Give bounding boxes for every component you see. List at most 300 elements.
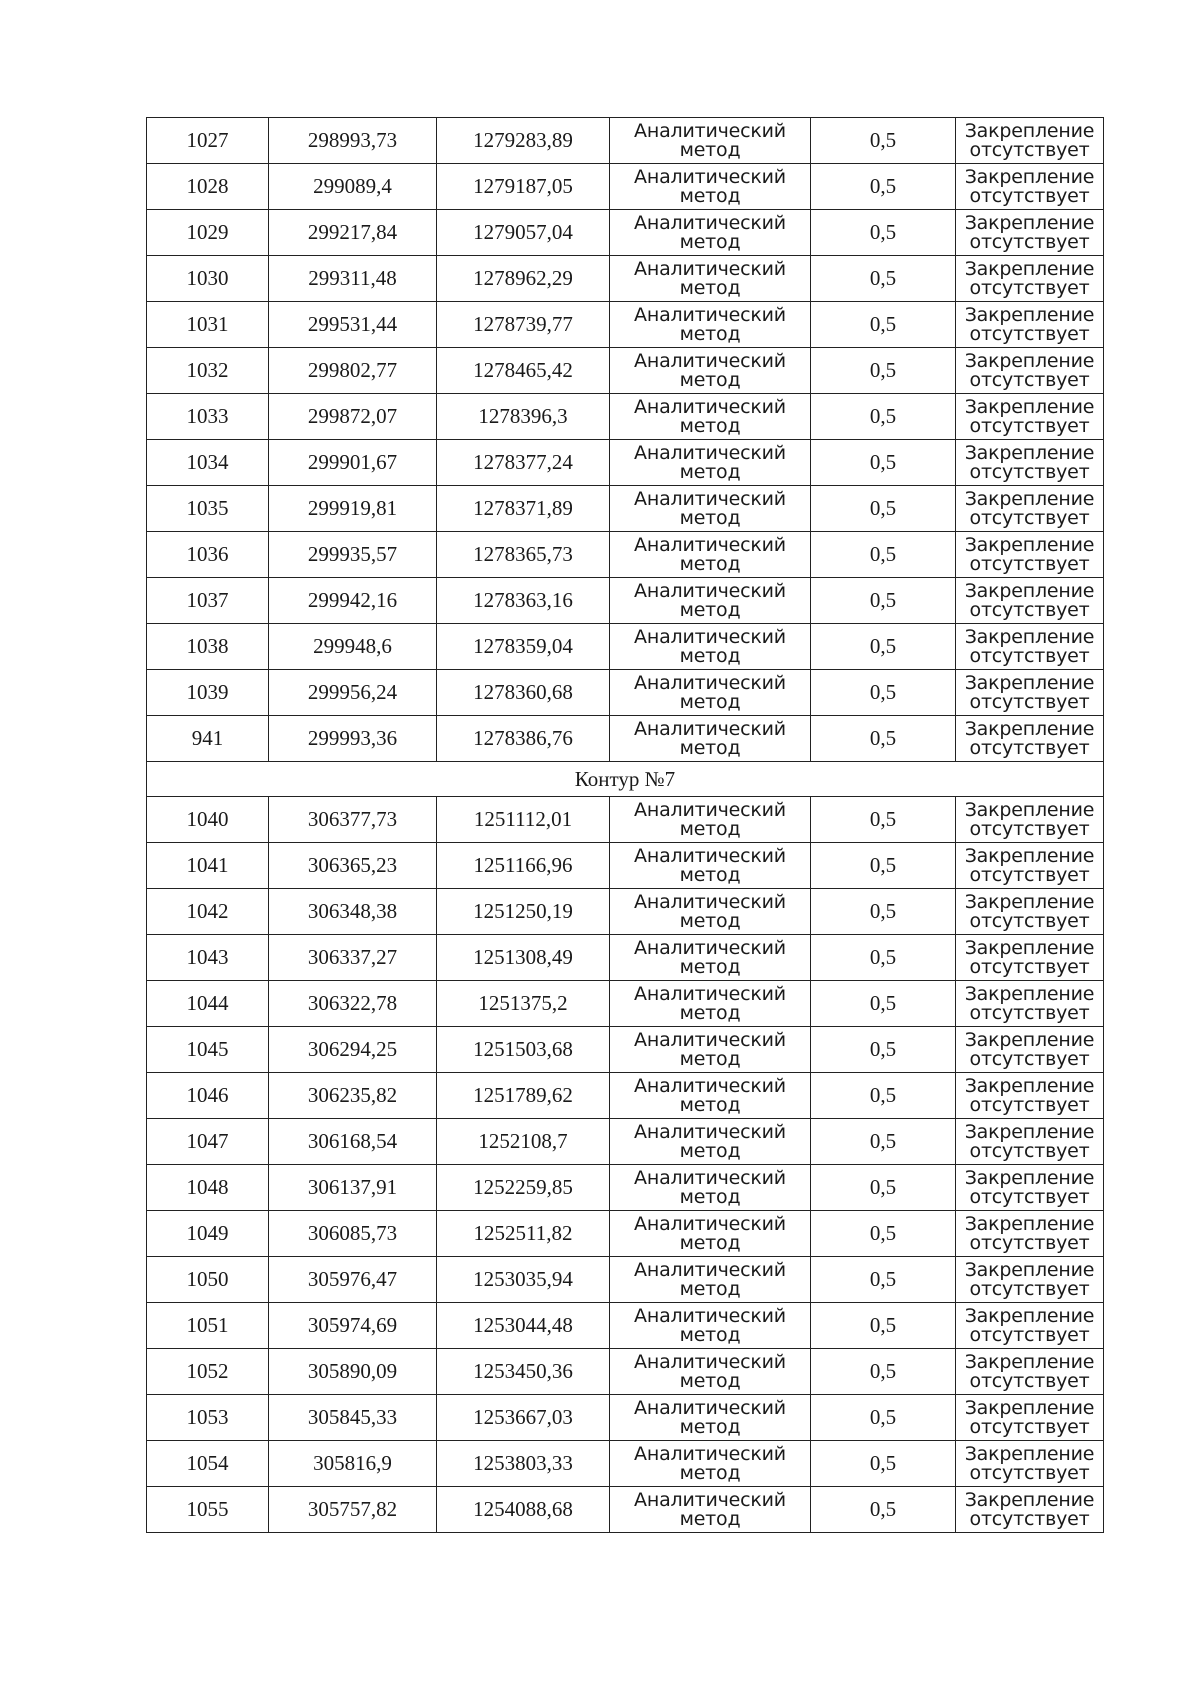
method-text-line: метод: [679, 552, 741, 575]
method-text-line: Аналитический: [634, 625, 786, 648]
method-text-line: Аналитический: [634, 119, 786, 142]
y-coordinate-cell: 1279283,89: [437, 118, 610, 164]
point-number-cell: 1028: [147, 164, 269, 210]
fixing-text-line: отсутствует: [969, 276, 1090, 299]
table-row: [147, 486, 1104, 532]
method-cell: [610, 1487, 811, 1533]
fixing-text-line: отсутствует: [969, 1047, 1090, 1070]
x-coordinate-cell: 299935,57: [269, 532, 437, 578]
method-text-line: метод: [679, 1415, 741, 1438]
method-text-line: Аналитический: [634, 1488, 786, 1511]
fixing-cell: [956, 1165, 1104, 1211]
fixing-text-line: Закрепление: [964, 1258, 1095, 1281]
fixing-cell: [956, 981, 1104, 1027]
fixing-text-line: отсутствует: [969, 863, 1090, 886]
point-number-cell: 1047: [147, 1119, 269, 1165]
y-coordinate-cell: 1253803,33: [437, 1441, 610, 1487]
fixing-text-line: отсутствует: [969, 414, 1090, 437]
method-text-line: Аналитический: [634, 671, 786, 694]
fixing-cell: [956, 348, 1104, 394]
fixing-text-line: Закрепление: [964, 671, 1095, 694]
x-coordinate-cell: 299872,07: [269, 394, 437, 440]
fixing-cell: [956, 797, 1104, 843]
accuracy-cell: 0,5: [811, 981, 956, 1027]
x-coordinate-cell: 298993,73: [269, 118, 437, 164]
fixing-cell: [956, 716, 1104, 762]
method-cell: [610, 486, 811, 532]
fixing-text-line: отсутствует: [969, 817, 1090, 840]
method-text-line: Аналитический: [634, 1350, 786, 1373]
method-text-line: метод: [679, 690, 741, 713]
x-coordinate-cell: 305974,69: [269, 1303, 437, 1349]
y-coordinate-cell: 1278739,77: [437, 302, 610, 348]
method-cell: [610, 1441, 811, 1487]
point-number-cell: 1029: [147, 210, 269, 256]
fixing-cell: [956, 394, 1104, 440]
method-text-line: метод: [679, 1185, 741, 1208]
fixing-text-line: отсутствует: [969, 1461, 1090, 1484]
x-coordinate-cell: 306137,91: [269, 1165, 437, 1211]
fixing-text-line: Закрепление: [964, 349, 1095, 372]
table-row: [147, 1119, 1104, 1165]
point-number-cell: 1051: [147, 1303, 269, 1349]
fixing-cell: [956, 164, 1104, 210]
method-text-line: Аналитический: [634, 717, 786, 740]
y-coordinate-cell: 1278359,04: [437, 624, 610, 670]
method-text-line: Аналитический: [634, 1120, 786, 1143]
table-row: [147, 1487, 1104, 1533]
fixing-text-line: отсутствует: [969, 1277, 1090, 1300]
method-cell: [610, 578, 811, 624]
fixing-text-line: Закрепление: [964, 1304, 1095, 1327]
x-coordinate-cell: 299089,4: [269, 164, 437, 210]
table-row: [147, 440, 1104, 486]
table-row: [147, 1073, 1104, 1119]
fixing-text-line: Закрепление: [964, 890, 1095, 913]
method-cell: [610, 1211, 811, 1257]
point-number-cell: 1043: [147, 935, 269, 981]
table-row: [147, 670, 1104, 716]
point-number-cell: 1037: [147, 578, 269, 624]
fixing-text-line: отсутствует: [969, 506, 1090, 529]
point-number-cell: 1038: [147, 624, 269, 670]
point-number-cell: 1054: [147, 1441, 269, 1487]
y-coordinate-cell: 1253044,48: [437, 1303, 610, 1349]
method-cell: [610, 1073, 811, 1119]
section-heading: Контур №7: [147, 762, 1104, 797]
method-text-line: метод: [679, 598, 741, 621]
point-number-cell: 1039: [147, 670, 269, 716]
y-coordinate-cell: 1254088,68: [437, 1487, 610, 1533]
x-coordinate-cell: 306365,23: [269, 843, 437, 889]
accuracy-cell: 0,5: [811, 716, 956, 762]
coordinates-table: [146, 117, 1104, 1533]
method-cell: [610, 302, 811, 348]
fixing-cell: [956, 118, 1104, 164]
point-number-cell: 1045: [147, 1027, 269, 1073]
x-coordinate-cell: 305976,47: [269, 1257, 437, 1303]
y-coordinate-cell: 1253035,94: [437, 1257, 610, 1303]
point-number-cell: 1030: [147, 256, 269, 302]
y-coordinate-cell: 1278465,42: [437, 348, 610, 394]
fixing-text-line: Закрепление: [964, 1074, 1095, 1097]
method-cell: [610, 843, 811, 889]
fixing-text-line: Закрепление: [964, 487, 1095, 510]
method-text-line: Аналитический: [634, 1442, 786, 1465]
method-cell: [610, 210, 811, 256]
method-text-line: Аналитический: [634, 579, 786, 602]
fixing-cell: [956, 1349, 1104, 1395]
point-number-cell: 1048: [147, 1165, 269, 1211]
x-coordinate-cell: 299956,24: [269, 670, 437, 716]
method-cell: [610, 1119, 811, 1165]
point-number-cell: 1041: [147, 843, 269, 889]
method-text-line: метод: [679, 322, 741, 345]
x-coordinate-cell: 299993,36: [269, 716, 437, 762]
table-row: [147, 394, 1104, 440]
y-coordinate-cell: 1251375,2: [437, 981, 610, 1027]
table-row: [147, 1303, 1104, 1349]
accuracy-cell: 0,5: [811, 843, 956, 889]
fixing-text-line: Закрепление: [964, 1120, 1095, 1143]
x-coordinate-cell: 305845,33: [269, 1395, 437, 1441]
x-coordinate-cell: 306235,82: [269, 1073, 437, 1119]
fixing-cell: [956, 1303, 1104, 1349]
fixing-text-line: отсутствует: [969, 322, 1090, 345]
fixing-text-line: Закрепление: [964, 1442, 1095, 1465]
method-text-line: Аналитический: [634, 1396, 786, 1419]
x-coordinate-cell: 306168,54: [269, 1119, 437, 1165]
method-text-line: Аналитический: [634, 165, 786, 188]
accuracy-cell: 0,5: [811, 670, 956, 716]
y-coordinate-cell: 1251789,62: [437, 1073, 610, 1119]
method-text-line: Аналитический: [634, 395, 786, 418]
accuracy-cell: 0,5: [811, 1303, 956, 1349]
x-coordinate-cell: 305816,9: [269, 1441, 437, 1487]
point-number-cell: 941: [147, 716, 269, 762]
y-coordinate-cell: 1251166,96: [437, 843, 610, 889]
fixing-text-line: отсутствует: [969, 1323, 1090, 1346]
fixing-text-line: Закрепление: [964, 798, 1095, 821]
fixing-text-line: отсутствует: [969, 184, 1090, 207]
x-coordinate-cell: 299217,84: [269, 210, 437, 256]
table-row: [147, 210, 1104, 256]
fixing-cell: [956, 256, 1104, 302]
point-number-cell: 1046: [147, 1073, 269, 1119]
table-row: [147, 118, 1104, 164]
fixing-text-line: отсутствует: [969, 552, 1090, 575]
fixing-text-line: отсутствует: [969, 1507, 1090, 1530]
coordinates-table-body: [147, 118, 1104, 1533]
method-cell: [610, 394, 811, 440]
fixing-cell: [956, 302, 1104, 348]
section-heading-row: [147, 762, 1104, 797]
y-coordinate-cell: 1278363,16: [437, 578, 610, 624]
fixing-text-line: Закрепление: [964, 1488, 1095, 1511]
method-text-line: Аналитический: [634, 1304, 786, 1327]
method-text-line: Аналитический: [634, 844, 786, 867]
fixing-text-line: отсутствует: [969, 690, 1090, 713]
fixing-cell: [956, 1211, 1104, 1257]
fixing-text-line: Закрепление: [964, 717, 1095, 740]
method-cell: [610, 1303, 811, 1349]
fixing-cell: [956, 486, 1104, 532]
method-text-line: Аналитический: [634, 303, 786, 326]
accuracy-cell: 0,5: [811, 624, 956, 670]
accuracy-cell: 0,5: [811, 797, 956, 843]
method-text-line: метод: [679, 230, 741, 253]
y-coordinate-cell: 1252511,82: [437, 1211, 610, 1257]
method-text-line: метод: [679, 1093, 741, 1116]
accuracy-cell: 0,5: [811, 1027, 956, 1073]
fixing-text-line: отсутствует: [969, 1093, 1090, 1116]
method-text-line: метод: [679, 1001, 741, 1024]
accuracy-cell: 0,5: [811, 1395, 956, 1441]
x-coordinate-cell: 306085,73: [269, 1211, 437, 1257]
method-cell: [610, 440, 811, 486]
y-coordinate-cell: 1251112,01: [437, 797, 610, 843]
method-text-line: Аналитический: [634, 1212, 786, 1235]
table-row: [147, 889, 1104, 935]
fixing-text-line: Закрепление: [964, 211, 1095, 234]
fixing-text-line: Закрепление: [964, 936, 1095, 959]
method-text-line: метод: [679, 1323, 741, 1346]
fixing-text-line: отсутствует: [969, 644, 1090, 667]
accuracy-cell: 0,5: [811, 1073, 956, 1119]
method-cell: [610, 1257, 811, 1303]
table-row: [147, 256, 1104, 302]
table-row: [147, 532, 1104, 578]
fixing-text-line: отсутствует: [969, 1415, 1090, 1438]
method-text-line: Аналитический: [634, 1166, 786, 1189]
table-row: [147, 1349, 1104, 1395]
x-coordinate-cell: 305757,82: [269, 1487, 437, 1533]
fixing-cell: [956, 1073, 1104, 1119]
method-text-line: Аналитический: [634, 1028, 786, 1051]
table-row: [147, 1441, 1104, 1487]
point-number-cell: 1034: [147, 440, 269, 486]
accuracy-cell: 0,5: [811, 578, 956, 624]
point-number-cell: 1055: [147, 1487, 269, 1533]
fixing-cell: [956, 1487, 1104, 1533]
x-coordinate-cell: 299311,48: [269, 256, 437, 302]
method-text-line: метод: [679, 1507, 741, 1530]
x-coordinate-cell: 299531,44: [269, 302, 437, 348]
fixing-cell: [956, 1395, 1104, 1441]
fixing-text-line: отсутствует: [969, 955, 1090, 978]
method-cell: [610, 1349, 811, 1395]
fixing-cell: [956, 1027, 1104, 1073]
method-text-line: метод: [679, 736, 741, 759]
table-row: [147, 348, 1104, 394]
fixing-cell: [956, 935, 1104, 981]
method-text-line: метод: [679, 955, 741, 978]
method-text-line: метод: [679, 1231, 741, 1254]
fixing-text-line: Закрепление: [964, 119, 1095, 142]
fixing-text-line: Закрепление: [964, 165, 1095, 188]
fixing-text-line: отсутствует: [969, 460, 1090, 483]
x-coordinate-cell: 306294,25: [269, 1027, 437, 1073]
method-text-line: метод: [679, 368, 741, 391]
table-row: [147, 1395, 1104, 1441]
fixing-text-line: отсутствует: [969, 1231, 1090, 1254]
accuracy-cell: 0,5: [811, 394, 956, 440]
fixing-cell: [956, 1441, 1104, 1487]
accuracy-cell: 0,5: [811, 1211, 956, 1257]
fixing-cell: [956, 578, 1104, 624]
method-text-line: Аналитический: [634, 349, 786, 372]
y-coordinate-cell: 1279057,04: [437, 210, 610, 256]
table-row: [147, 716, 1104, 762]
y-coordinate-cell: 1278386,76: [437, 716, 610, 762]
method-text-line: метод: [679, 863, 741, 886]
fixing-text-line: Закрепление: [964, 257, 1095, 280]
fixing-cell: [956, 532, 1104, 578]
fixing-text-line: Закрепление: [964, 395, 1095, 418]
table-row: [147, 1211, 1104, 1257]
method-text-line: метод: [679, 506, 741, 529]
x-coordinate-cell: 299942,16: [269, 578, 437, 624]
table-row: [147, 1027, 1104, 1073]
method-text-line: Аналитический: [634, 1258, 786, 1281]
fixing-text-line: отсутствует: [969, 230, 1090, 253]
method-text-line: метод: [679, 1277, 741, 1300]
method-cell: [610, 935, 811, 981]
accuracy-cell: 0,5: [811, 348, 956, 394]
fixing-text-line: отсутствует: [969, 736, 1090, 759]
accuracy-cell: 0,5: [811, 302, 956, 348]
method-text-line: метод: [679, 644, 741, 667]
table-row: [147, 797, 1104, 843]
fixing-text-line: отсутствует: [969, 1369, 1090, 1392]
method-cell: [610, 624, 811, 670]
method-text-line: Аналитический: [634, 487, 786, 510]
accuracy-cell: 0,5: [811, 1119, 956, 1165]
fixing-text-line: Закрепление: [964, 441, 1095, 464]
fixing-cell: [956, 624, 1104, 670]
fixing-text-line: отсутствует: [969, 368, 1090, 391]
accuracy-cell: 0,5: [811, 1349, 956, 1395]
accuracy-cell: 0,5: [811, 1441, 956, 1487]
method-text-line: метод: [679, 460, 741, 483]
x-coordinate-cell: 299901,67: [269, 440, 437, 486]
method-cell: [610, 348, 811, 394]
fixing-text-line: Закрепление: [964, 1166, 1095, 1189]
fixing-text-line: Закрепление: [964, 1350, 1095, 1373]
fixing-text-line: Закрепление: [964, 1396, 1095, 1419]
fixing-cell: [956, 1257, 1104, 1303]
fixing-cell: [956, 1119, 1104, 1165]
method-text-line: метод: [679, 817, 741, 840]
point-number-cell: 1052: [147, 1349, 269, 1395]
method-cell: [610, 118, 811, 164]
accuracy-cell: 0,5: [811, 440, 956, 486]
fixing-text-line: Закрепление: [964, 844, 1095, 867]
fixing-text-line: Закрепление: [964, 303, 1095, 326]
point-number-cell: 1036: [147, 532, 269, 578]
accuracy-cell: 0,5: [811, 532, 956, 578]
fixing-text-line: Закрепление: [964, 533, 1095, 556]
method-cell: [610, 164, 811, 210]
y-coordinate-cell: 1252108,7: [437, 1119, 610, 1165]
method-cell: [610, 1027, 811, 1073]
fixing-text-line: Закрепление: [964, 982, 1095, 1005]
method-text-line: метод: [679, 414, 741, 437]
point-number-cell: 1033: [147, 394, 269, 440]
accuracy-cell: 0,5: [811, 164, 956, 210]
fixing-text-line: отсутствует: [969, 1001, 1090, 1024]
y-coordinate-cell: 1252259,85: [437, 1165, 610, 1211]
method-text-line: метод: [679, 184, 741, 207]
fixing-cell: [956, 210, 1104, 256]
method-text-line: метод: [679, 1461, 741, 1484]
y-coordinate-cell: 1278360,68: [437, 670, 610, 716]
method-cell: [610, 532, 811, 578]
method-text-line: метод: [679, 1369, 741, 1392]
y-coordinate-cell: 1253450,36: [437, 1349, 610, 1395]
fixing-text-line: отсутствует: [969, 598, 1090, 621]
table-row: [147, 624, 1104, 670]
fixing-text-line: Закрепление: [964, 625, 1095, 648]
method-text-line: Аналитический: [634, 211, 786, 234]
y-coordinate-cell: 1278396,3: [437, 394, 610, 440]
method-text-line: метод: [679, 276, 741, 299]
accuracy-cell: 0,5: [811, 210, 956, 256]
method-text-line: Аналитический: [634, 890, 786, 913]
method-text-line: Аналитический: [634, 1074, 786, 1097]
fixing-cell: [956, 440, 1104, 486]
method-text-line: Аналитический: [634, 257, 786, 280]
fixing-text-line: отсутствует: [969, 909, 1090, 932]
method-text-line: метод: [679, 909, 741, 932]
x-coordinate-cell: 299948,6: [269, 624, 437, 670]
point-number-cell: 1050: [147, 1257, 269, 1303]
fixing-text-line: Закрепление: [964, 1212, 1095, 1235]
x-coordinate-cell: 299802,77: [269, 348, 437, 394]
point-number-cell: 1049: [147, 1211, 269, 1257]
method-text-line: Аналитический: [634, 441, 786, 464]
point-number-cell: 1042: [147, 889, 269, 935]
accuracy-cell: 0,5: [811, 486, 956, 532]
accuracy-cell: 0,5: [811, 1165, 956, 1211]
method-cell: [610, 1395, 811, 1441]
x-coordinate-cell: 306322,78: [269, 981, 437, 1027]
fixing-text-line: отсутствует: [969, 138, 1090, 161]
y-coordinate-cell: 1253667,03: [437, 1395, 610, 1441]
y-coordinate-cell: 1251308,49: [437, 935, 610, 981]
table-row: [147, 1257, 1104, 1303]
method-text-line: Аналитический: [634, 533, 786, 556]
accuracy-cell: 0,5: [811, 118, 956, 164]
method-text-line: Аналитический: [634, 798, 786, 821]
y-coordinate-cell: 1278962,29: [437, 256, 610, 302]
y-coordinate-cell: 1278371,89: [437, 486, 610, 532]
table-row: [147, 578, 1104, 624]
method-cell: [610, 889, 811, 935]
method-text-line: Аналитический: [634, 936, 786, 959]
method-text-line: метод: [679, 1047, 741, 1070]
fixing-cell: [956, 670, 1104, 716]
x-coordinate-cell: 306337,27: [269, 935, 437, 981]
method-cell: [610, 1165, 811, 1211]
point-number-cell: 1027: [147, 118, 269, 164]
table-row: [147, 302, 1104, 348]
fixing-text-line: отсутствует: [969, 1185, 1090, 1208]
y-coordinate-cell: 1251250,19: [437, 889, 610, 935]
accuracy-cell: 0,5: [811, 256, 956, 302]
accuracy-cell: 0,5: [811, 935, 956, 981]
method-cell: [610, 716, 811, 762]
